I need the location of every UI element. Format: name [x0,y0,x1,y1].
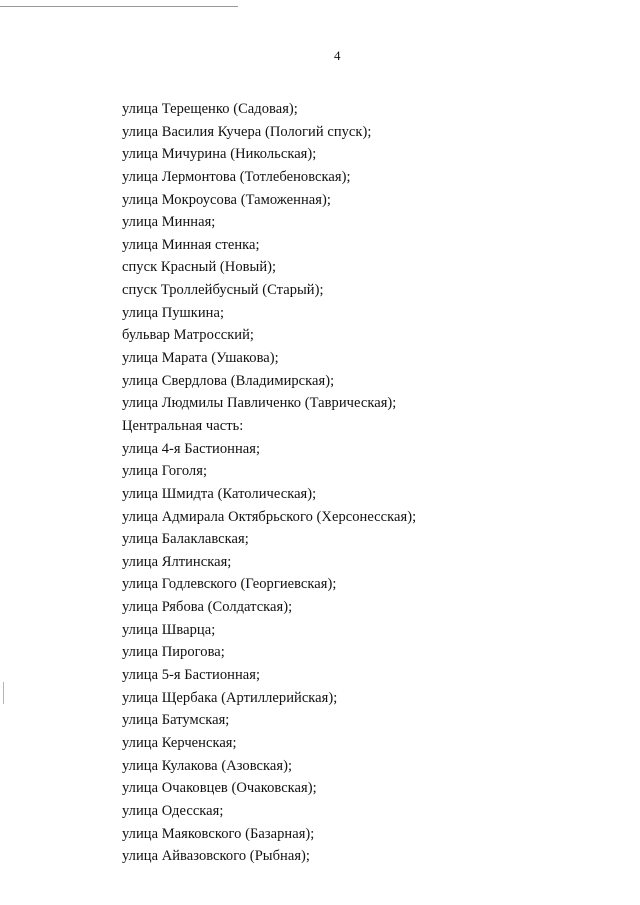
list-line: спуск Троллейбусный (Старый); [122,282,324,299]
list-line: улица Адмирала Октябрьского (Херсонесская); [122,508,417,525]
list-line: улица Щербака (Артиллерийская); [122,689,338,706]
list-line: улица Минная стенка; [122,236,260,253]
list-line: улица Керченская; [122,734,237,751]
list-line: улица Пирогова; [122,644,225,661]
list-line: улица Шмидта (Католическая); [122,485,317,502]
list-line: улица Василия Кучера (Пологий спуск); [122,123,372,140]
scan-margin-mark [3,682,4,704]
list-line: улица Свердлова (Владимирская); [122,372,335,389]
list-line: улица Шварца; [122,621,216,638]
list-line: улица Мокроусова (Таможенная); [122,191,331,208]
list-line: улица Терещенко (Садовая); [122,101,298,117]
list-line: улица Людмилы Павличенко (Таврическая); [122,395,397,412]
list-line: улица Пушкина; [122,304,225,321]
list-line: улица Кулакова (Азовская); [122,757,293,774]
list-line: бульвар Матросский; [122,327,254,344]
list-line: улица Одесская; [122,802,224,819]
list-line: улица Марата (Ушакова); [122,350,279,367]
list-line: улица Маяковского (Базарная); [122,825,315,842]
list-line: улица Гоголя; [122,463,208,480]
list-line: улица Айвазовского (Рыбная); [122,848,310,865]
list-line: спуск Красный (Новый); [122,259,277,276]
page-number: 4 [334,48,341,63]
list-line: улица Очаковцев (Очаковская); [122,780,317,797]
list-line: улица Минная; [122,214,216,231]
list-line: улица 4-я Бастионная; [122,440,261,457]
list-line: улица 5-я Бастионная; [122,667,261,684]
list-line: улица Мичурина (Никольская); [122,146,317,163]
section-heading: Центральная часть: [122,417,244,434]
list-line: улица Годлевского (Георгиевская); [122,576,337,593]
list-line: улица Лермонтова (Тотлебеновская); [122,168,351,185]
list-line: улица Батумская; [122,712,230,729]
scan-edge-line [0,6,238,7]
list-line: улица Ялтинская; [122,553,232,570]
list-line: улица Рябова (Солдатская); [122,599,293,616]
list-line: улица Балаклавская; [122,531,249,548]
street-list [122,98,416,868]
